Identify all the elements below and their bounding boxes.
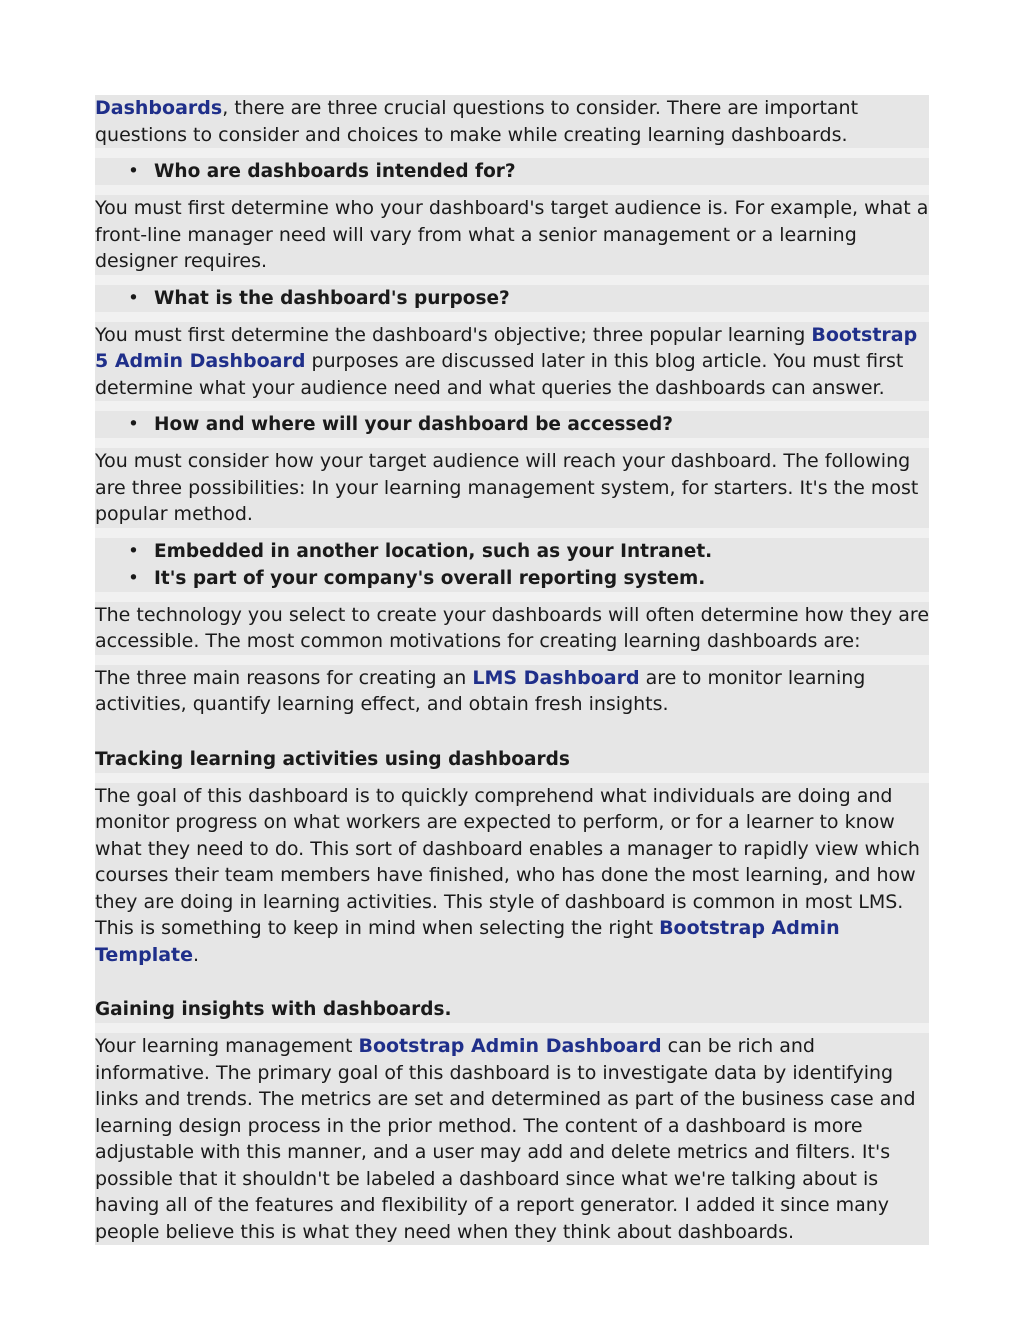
reasons-block — [95, 665, 929, 746]
blank-line — [95, 968, 929, 996]
reasons-text: The three main reasons for creating an — [95, 666, 473, 689]
bootstrap-5-admin-dashboard-link[interactable]: Bootstrap 5 Admin Dashboard — [95, 323, 918, 372]
section-heading: Tracking learning activities using dashboards — [95, 748, 570, 770]
bullet-text: How and where will your dashboard be accessed? — [154, 414, 673, 435]
section-text: Your learning management — [95, 1035, 359, 1057]
question-1-answer: You must first determine who your dashboard's target audience is. For example, what a front-line manager need will vary from what a senior management or a learning designer requires. — [95, 197, 929, 272]
question-3-answer-block — [95, 448, 929, 528]
intro-paragraph — [95, 95, 929, 148]
answer-text: You must first determine the dashboard's objective; three popular learning — [95, 323, 812, 346]
divider — [95, 592, 929, 602]
divider — [95, 528, 929, 538]
options-list — [95, 538, 929, 592]
intro-block — [95, 95, 929, 148]
question-1-answer-block — [95, 195, 929, 275]
question-3-block — [95, 411, 929, 438]
section-2-body-block — [95, 1033, 929, 1245]
divider — [95, 312, 929, 322]
bullet-item — [95, 565, 929, 592]
reasons-text: are to monitor learning activities, quantify learning effect, and obtain fresh insights. — [95, 666, 866, 715]
question-1-list — [95, 158, 929, 185]
section-text: . — [193, 943, 200, 966]
bullet-icon: • — [128, 567, 139, 589]
divider — [95, 1023, 929, 1033]
question-2-answer-block — [95, 322, 929, 402]
section-text: can be rich and informative. The primary goal of this dashboard is to investigate data by identifying links and trends. The metrics are set and determined as part of the business case and learning design process in the prior method. The content of a dashboard is more adjustable with this manner, and a user may add and delete metrics and filters. It's possible that it shouldn't be labeled a dashboard since what we're talking about is having all of the features and flexibility of a report generator. I added it since many people believe this is what they need when they think about dashboards. — [95, 1035, 916, 1243]
divider — [95, 185, 929, 195]
question-3-answer: You must consider how your target audience will reach your dashboard. The following are three possibilities: In your learning management system, for starters. It's the most popular method. — [95, 450, 919, 525]
bullet-item — [95, 285, 929, 312]
bullet-item — [95, 538, 929, 565]
question-2-block — [95, 285, 929, 312]
options-block — [95, 538, 929, 592]
reasons-paragraph — [95, 665, 929, 718]
divider — [95, 773, 929, 783]
lms-dashboard-link[interactable]: LMS Dashboard — [472, 666, 640, 689]
question-2-list — [95, 285, 929, 312]
bullet-icon: • — [128, 414, 139, 435]
divider — [95, 275, 929, 285]
bullet-text: Embedded in another location, such as your Intranet. — [154, 540, 713, 562]
question-1-block — [95, 158, 929, 185]
bullet-icon: • — [128, 287, 139, 309]
section-1-heading-block — [95, 746, 929, 773]
section-2-heading-block — [95, 996, 929, 1023]
section-2-paragraph — [95, 1033, 929, 1245]
question-3-list — [95, 411, 929, 438]
bullet-text: Who are dashboards intended for? — [154, 161, 516, 182]
bullet-text: It's part of your company's overall reporting system. — [154, 567, 706, 589]
technology-paragraph: The technology you select to create your dashboards will often determine how they are accessible. The most common motivations for creating learning dashboards are: — [95, 603, 930, 652]
section-1-paragraph — [95, 783, 929, 969]
bullet-icon: • — [128, 161, 139, 182]
dashboards-link[interactable]: Dashboards — [95, 97, 223, 119]
bullet-item — [95, 411, 929, 438]
divider — [95, 148, 929, 158]
bullet-text: What is the dashboard's purpose? — [154, 287, 510, 309]
section-text: The goal of this dashboard is to quickly comprehend what individuals are doing and monitor progress on what workers are expected to perform, or for a learner to know what they need to do. This sort of dashboard enables a manager to rapidly view which courses their team members have finished, who has done the most learning, and how they are doing in learning activities. This style of dashboard is common in most LMS. This is something to keep in mind when selecting the right — [95, 784, 920, 939]
divider — [95, 438, 929, 448]
bullet-item — [95, 158, 929, 185]
section-1-body-block — [95, 783, 929, 997]
bootstrap-admin-template-link[interactable]: Bootstrap Admin Template — [95, 917, 840, 966]
divider — [95, 655, 929, 665]
section-heading: Gaining insights with dashboards. — [95, 999, 452, 1020]
technology-block — [95, 602, 929, 655]
bootstrap-admin-dashboard-link[interactable]: Bootstrap Admin Dashboard — [358, 1035, 662, 1057]
blank-line — [95, 718, 929, 746]
divider — [95, 401, 929, 411]
document-body — [95, 95, 929, 1245]
answer-text: purposes are discussed later in this blog article. You must first determine what your audience need and what queries the dashboards can answer. — [95, 350, 904, 399]
intro-text: , there are three crucial questions to consider. There are important questions to consider and choices to make while creating learning dashboards. — [95, 97, 859, 146]
question-2-answer — [95, 322, 929, 402]
bullet-icon: • — [128, 540, 139, 562]
